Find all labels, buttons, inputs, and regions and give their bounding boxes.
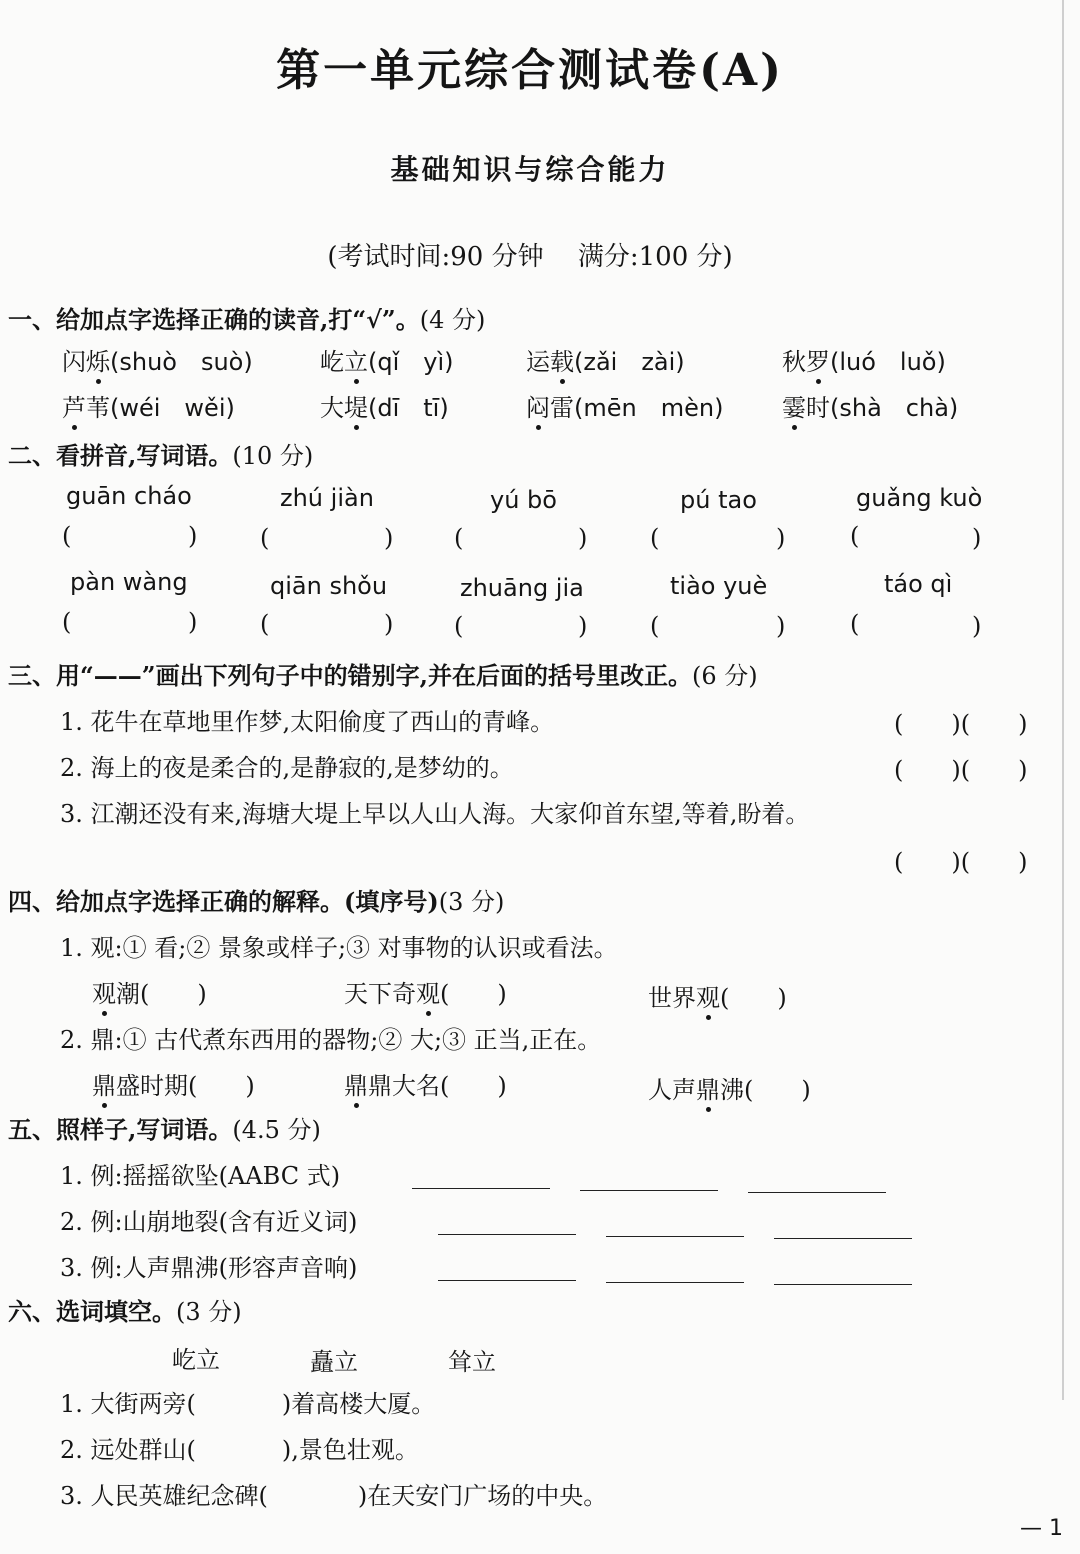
s3-sentence-1: 1. 花牛在草地里作梦,太阳偷度了西山的青峰。 (60, 708, 555, 736)
section-4-heading: 四、给加点字选择正确的解释。(填序号)(3 分) (8, 887, 505, 916)
pinyin-5: guǎng kuò (856, 484, 983, 512)
s3-sentence-2: 2. 海上的夜是柔合的,是静寂的,是梦幼的。 (60, 754, 514, 782)
s4-word-6: 人声鼎沸( ) (648, 1070, 811, 1105)
s5-blank[interactable] (748, 1192, 886, 1193)
answer-box-10-open[interactable]: ( (850, 610, 860, 638)
s6-sentence-1: 1. 大街两旁( )着高楼大厦。 (60, 1390, 436, 1418)
s3-answer-2[interactable]: ( )( ) (894, 756, 1028, 784)
answer-box-5-close: ) (972, 524, 982, 552)
answer-box-1-close: ) (188, 522, 198, 550)
s3-answer-1[interactable]: ( )( ) (894, 710, 1028, 738)
s4-word-3: 世界观( ) (648, 978, 787, 1013)
s4-question-2: 2. 鼎:① 古代煮东西用的器物;② 大;③ 正当,正在。 (60, 1026, 602, 1054)
s3-answer-3[interactable]: ( )( ) (894, 848, 1028, 876)
page-edge-line (1062, 0, 1064, 1400)
answer-box-1-open[interactable]: ( (62, 522, 72, 550)
answer-box-3-open[interactable]: ( (454, 524, 464, 552)
answer-box-4-open[interactable]: ( (650, 524, 660, 552)
s4-word-1: 观潮( ) (92, 974, 207, 1009)
section-5-heading: 五、照样子,写词语。(4.5 分) (8, 1115, 321, 1144)
s4-word-2: 天下奇观( ) (344, 974, 507, 1009)
answer-box-4-close: ) (776, 524, 786, 552)
s5-blank[interactable] (580, 1190, 718, 1191)
answer-box-2-close: ) (384, 524, 394, 552)
s6-sentence-2: 2. 远处群山( ),景色壮观。 (60, 1436, 419, 1464)
pinyin-6: pàn wàng (70, 568, 188, 596)
answer-box-10-close: ) (972, 612, 982, 640)
s4-answer-box[interactable]: ( ) (440, 980, 507, 1008)
answer-box-7-open[interactable]: ( (260, 610, 270, 638)
section-3-heading: 三、用“——”画出下列句子中的错别字,并在后面的括号里改正。(6 分) (8, 661, 758, 690)
pinyin-2: zhú jiàn (280, 484, 374, 512)
section-1-heading: 一、给加点字选择正确的读音,打“√”。(4 分) (8, 305, 486, 334)
answer-box-6-open[interactable]: ( (62, 608, 72, 636)
s1-item-1: 闪烁(shuò suò) (62, 342, 253, 377)
s5-example-2: 2. 例:山崩地裂(含有近义词) (60, 1208, 358, 1236)
pinyin-3: yú bō (490, 486, 557, 514)
answer-box-5-open[interactable]: ( (850, 522, 860, 550)
s1-item-3: 运载(zǎi zài) (526, 342, 685, 377)
s4-word-4: 鼎盛时期( ) (92, 1066, 255, 1101)
word-choice-1: 屹立 (172, 1346, 220, 1374)
word-choice-3: 耸立 (448, 1348, 496, 1376)
s4-answer-box[interactable]: ( ) (744, 1076, 811, 1104)
answer-box-2-open[interactable]: ( (260, 524, 270, 552)
s5-example-1: 1. 例:摇摇欲坠(AABC 式) (60, 1162, 341, 1190)
word-choice-2: 矗立 (310, 1348, 358, 1376)
answer-box-6-close: ) (188, 608, 198, 636)
s5-example-3: 3. 例:人声鼎沸(形容声音响) (60, 1254, 358, 1282)
s4-answer-box[interactable]: ( ) (188, 1072, 255, 1100)
answer-box-7-close: ) (384, 610, 394, 638)
answer-box-9-close: ) (776, 612, 786, 640)
section-6-heading: 六、选词填空。(3 分) (8, 1297, 242, 1326)
s5-blank[interactable] (774, 1284, 912, 1285)
s6-sentence-3: 3. 人民英雄纪念碑( )在天安门广场的中央。 (60, 1482, 608, 1510)
s1-item-5: 芦苇(wéi wěi) (62, 388, 235, 423)
answer-box-9-open[interactable]: ( (650, 612, 660, 640)
s5-blank[interactable] (606, 1282, 744, 1283)
pinyin-7: qiān shǒu (270, 572, 388, 600)
s4-question-1: 1. 观:① 看;② 景象或样子;③ 对事物的认识或看法。 (60, 934, 618, 962)
page-number: — 1 (1020, 1516, 1063, 1541)
answer-box-3-close: ) (578, 524, 588, 552)
page-subtitle: 基础知识与综合能力 (390, 153, 670, 186)
s4-answer-box[interactable]: ( ) (140, 980, 207, 1008)
s4-answer-box[interactable]: ( ) (720, 984, 787, 1012)
exam-info: (考试时间:90 分钟 满分:100 分) (327, 242, 733, 272)
pinyin-8: zhuāng jia (460, 574, 584, 602)
s5-blank[interactable] (438, 1280, 576, 1281)
s4-answer-box[interactable]: ( ) (440, 1072, 507, 1100)
s1-item-4: 秋罗(luó luǒ) (782, 342, 946, 377)
s5-blank[interactable] (412, 1188, 550, 1189)
section-2-heading: 二、看拼音,写词语。(10 分) (8, 441, 314, 470)
pinyin-1: guān cháo (66, 482, 192, 510)
s5-blank[interactable] (774, 1238, 912, 1239)
s5-blank[interactable] (606, 1236, 744, 1237)
answer-box-8-close: ) (578, 612, 588, 640)
s1-item-2: 屹立(qǐ yì) (320, 342, 454, 377)
answer-box-8-open[interactable]: ( (454, 612, 464, 640)
pinyin-4: pú tao (680, 486, 757, 514)
s4-word-5: 鼎鼎大名( ) (344, 1066, 507, 1101)
s3-sentence-3: 3. 江潮还没有来,海塘大堤上早以人山人海。大家仰首东望,等着,盼着。 (60, 800, 810, 828)
s5-blank[interactable] (438, 1234, 576, 1235)
s1-item-6: 大堤(dī tī) (320, 388, 449, 423)
s1-item-8: 霎时(shà chà) (782, 388, 958, 423)
page-title: 第一单元综合测试卷(A) (276, 45, 784, 96)
pinyin-9: tiào yuè (670, 572, 768, 600)
pinyin-10: táo qì (884, 570, 953, 598)
s1-item-7: 闷雷(mēn mèn) (526, 388, 723, 423)
